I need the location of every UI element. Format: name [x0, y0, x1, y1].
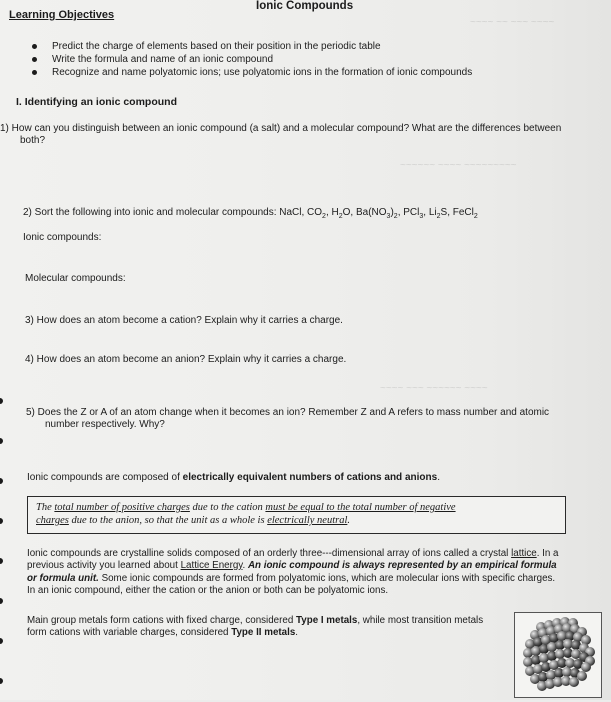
- paragraph-line: Ionic compounds are crystalline solids composed of an orderly three---dimensional array of ions called a crystal lattice. In a: [27, 548, 559, 559]
- list-item: Recognize and name polyatomic ions; use polyatomic ions in the formation of ionic compounds: [28, 66, 472, 79]
- bleed-through: ~~~~~~ ~~~~ ~~~~~~~~~: [400, 160, 517, 171]
- charge-balance-box: [27, 496, 566, 534]
- section-heading: I. Identifying an ionic compound: [16, 96, 177, 108]
- crystal-lattice-icon: [515, 613, 601, 697]
- list-item: Predict the charge of elements based on their position in the periodic table: [28, 40, 472, 53]
- question-1-cont: both?: [20, 135, 46, 146]
- bullet-icon: [32, 70, 37, 75]
- binding-edge: [0, 0, 7, 700]
- question-3: 3) How does an atom become a cation? Explain why it carries a charge.: [25, 315, 343, 326]
- paragraph-line: or formula unit. Some ionic compounds are formed from polyatomic ions, which are molecular ions with specific charges.: [27, 573, 556, 584]
- ionic-compounds-label: Ionic compounds:: [23, 232, 102, 243]
- bullet-icon: [32, 57, 37, 62]
- paragraph-line: In an ionic compound, either the cation or the anion or both can be polyatomic ions.: [27, 585, 389, 596]
- objectives-heading: Learning Objectives: [9, 9, 115, 21]
- objectives-list: [28, 40, 472, 79]
- paragraph-line: form cations with variable charges, considered Type II metals.: [27, 627, 299, 638]
- bleed-through: ~~~~ ~~~ ~~~~~~ ~~~~: [380, 383, 488, 394]
- page-title: Ionic Compounds: [256, 0, 354, 12]
- crystal-lattice-figure: [514, 612, 602, 698]
- paragraph-line: Main group metals form cations with fixed charge, considered Type I metals, while most transition metals: [27, 615, 484, 626]
- question-5-cont: number respectively. Why?: [45, 419, 165, 430]
- boxed-line-1: The total number of positive charges due to the cation must be equal to the total number of negative: [36, 502, 456, 513]
- bleed-through: ~~~~ ~~ ~~~ ~~~~: [470, 17, 555, 28]
- molecular-compounds-label: Molecular compounds:: [25, 273, 126, 284]
- question-4: 4) How does an atom become an anion? Explain why it carries a charge.: [25, 354, 347, 365]
- question-2: 2) Sort the following into ionic and molecular compounds: NaCl, $CO_2$, $H_2O$, $Ba(NO_3)_2$, PCl$_3$, $Li_2S$, FeCl$_2$: [23, 207, 478, 220]
- question-1: 1) How can you distinguish between an ionic compound (a salt) and a molecular compound? What are the differences between: [0, 123, 562, 134]
- boxed-line-2: charges due to the anion, so that the unit as a whole is electrically neutral.: [36, 515, 350, 526]
- bullet-icon: [32, 44, 37, 49]
- statement: Ionic compounds are composed of electrically equivalent numbers of cations and anions.: [27, 472, 440, 483]
- list-item: Write the formula and name of an ionic compound: [28, 53, 472, 66]
- question-5: 5) Does the Z or A of an atom change when it becomes an ion? Remember Z and A refers to mass number and atomic: [26, 407, 550, 418]
- paragraph-line: previous activity you learned about Lattice Energy. An ionic compound is always represented by an empirical formula: [27, 560, 557, 571]
